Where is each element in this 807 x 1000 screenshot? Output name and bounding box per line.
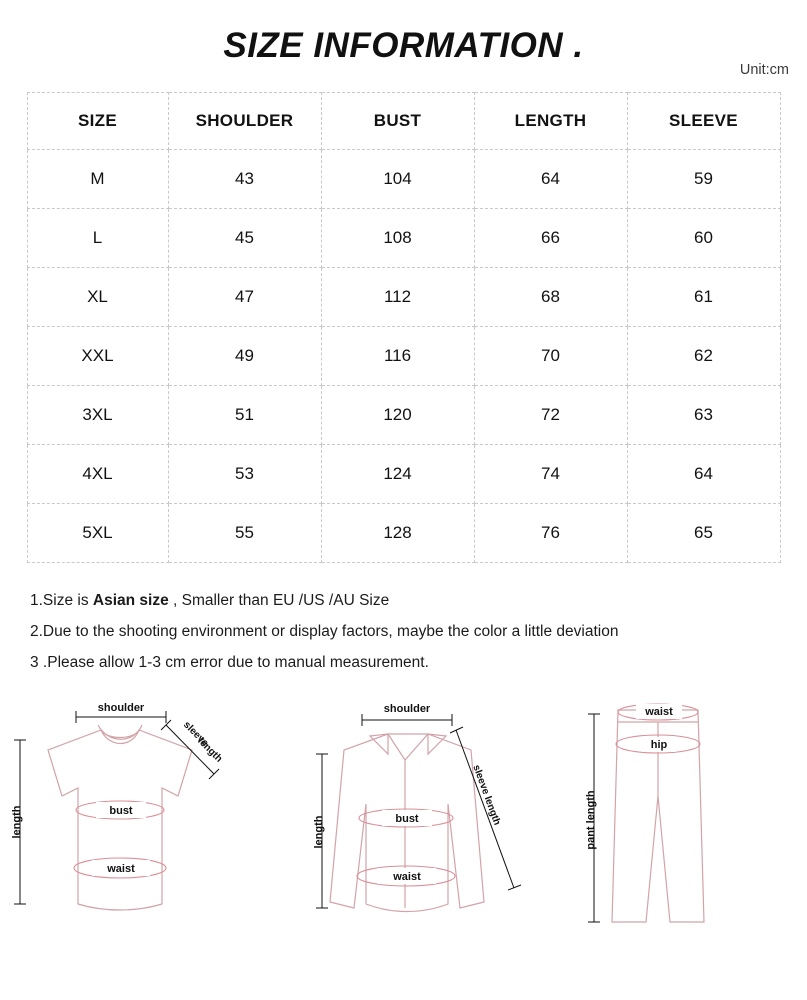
note-1-emphasis: Asian size <box>92 592 169 609</box>
cell-sleeve: 61 <box>627 268 780 327</box>
label-sleeve-length: sleeve length <box>470 763 503 827</box>
table-row <box>27 327 780 386</box>
label-length: length <box>313 815 325 849</box>
cell-size: L <box>27 209 168 268</box>
cell-bust: 128 <box>321 504 474 563</box>
column-header-size: SIZE <box>27 93 168 150</box>
cell-shoulder: 43 <box>168 150 321 209</box>
table-row <box>27 268 780 327</box>
size-table <box>27 92 781 563</box>
label-waist: waist <box>645 706 673 718</box>
cell-sleeve: 64 <box>627 445 780 504</box>
table-row <box>27 209 780 268</box>
cell-size: M <box>27 150 168 209</box>
measurement-diagrams <box>0 692 807 942</box>
cell-length: 70 <box>474 327 627 386</box>
label-waist: waist <box>393 871 421 883</box>
pants-diagram <box>580 692 800 942</box>
note-1 <box>30 585 807 616</box>
t-shirt-diagram <box>6 692 276 942</box>
cell-length: 74 <box>474 445 627 504</box>
cell-shoulder: 49 <box>168 327 321 386</box>
table-row <box>27 504 780 563</box>
cell-sleeve: 65 <box>627 504 780 563</box>
cell-shoulder: 53 <box>168 445 321 504</box>
cell-length: 72 <box>474 386 627 445</box>
label-sleeve-length-1: sleeve <box>181 719 211 749</box>
cell-sleeve: 60 <box>627 209 780 268</box>
label-bust: bust <box>109 805 133 817</box>
cell-bust: 104 <box>321 150 474 209</box>
cell-size: 5XL <box>27 504 168 563</box>
cell-shoulder: 55 <box>168 504 321 563</box>
label-sleeve-length-2: length <box>195 735 225 765</box>
cell-bust: 116 <box>321 327 474 386</box>
label-waist: waist <box>107 863 135 875</box>
cell-length: 66 <box>474 209 627 268</box>
page-title: SIZE INFORMATION . <box>223 26 584 65</box>
cell-shoulder: 45 <box>168 209 321 268</box>
label-pant-length: pant length <box>585 790 597 850</box>
label-hip: hip <box>650 739 668 751</box>
note-3: 3 .Please allow 1-3 cm error due to manual measurement. <box>30 654 429 671</box>
cell-length: 76 <box>474 504 627 563</box>
table-row <box>27 445 780 504</box>
label-shoulder: shoulder <box>97 702 145 714</box>
column-header-shoulder: SHOULDER <box>168 93 321 150</box>
cell-sleeve: 63 <box>627 386 780 445</box>
cell-bust: 108 <box>321 209 474 268</box>
cell-length: 64 <box>474 150 627 209</box>
table-row <box>27 150 780 209</box>
cell-size: 4XL <box>27 445 168 504</box>
column-header-length: LENGTH <box>474 93 627 150</box>
cell-shoulder: 47 <box>168 268 321 327</box>
note-1-suffix: , Smaller than EU /US /AU Size <box>168 592 390 609</box>
label-shoulder: shoulder <box>383 703 431 715</box>
cell-shoulder: 51 <box>168 386 321 445</box>
unit-label: Unit:cm <box>739 62 789 78</box>
note-1-prefix: 1.Size is <box>30 592 93 609</box>
column-header-bust: BUST <box>321 93 474 150</box>
table-row <box>27 386 780 445</box>
header <box>0 0 807 92</box>
cell-sleeve: 62 <box>627 327 780 386</box>
long-sleeve-shirt-diagram <box>288 692 568 942</box>
label-length: length <box>11 805 23 839</box>
notes-block <box>30 585 807 678</box>
note-2: 2.Due to the shooting environment or display factors, maybe the color a little deviation <box>30 623 619 640</box>
cell-bust: 120 <box>321 386 474 445</box>
cell-size: XL <box>27 268 168 327</box>
cell-length: 68 <box>474 268 627 327</box>
cell-bust: 112 <box>321 268 474 327</box>
table-header-row <box>27 93 780 150</box>
cell-bust: 124 <box>321 445 474 504</box>
cell-sleeve: 59 <box>627 150 780 209</box>
cell-size: 3XL <box>27 386 168 445</box>
cell-size: XXL <box>27 327 168 386</box>
column-header-sleeve: SLEEVE <box>627 93 780 150</box>
label-bust: bust <box>395 813 419 825</box>
